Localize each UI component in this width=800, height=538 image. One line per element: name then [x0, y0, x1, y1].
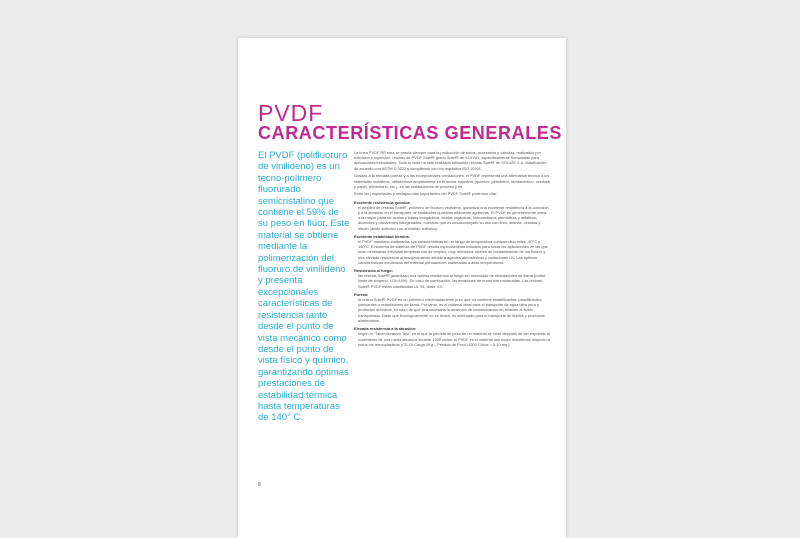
section-abrasion-resistance: [354, 326, 550, 347]
document-page: [238, 38, 566, 538]
section-body: la resina Solef® PVDF es un polímero extremadamente puro que no contiene estabilizantes, plastificantes, lubricantes o retardadores de llama. Por tanto, es el material ideal para el transporte de agua ultra pura y productos químicos, en caso de que sea necesaria la ausencia de contaminación en relación al fluido transportado. Dado que físiológicamente no es tóxico, es adecuado para el transporte de fluidos y productos alimentarios.: [358, 297, 545, 323]
intro-paragraph-3: Entre las propiedades y ventajas más importantes del PVDF Solef® podemos citar:: [354, 191, 498, 197]
section-body: el empleo de resinas Solef®, polímero de fluoruro vinilideno, garantiza una excelente resistencia a la corrosión y a la abrasión en el transporte de sustancias químicas altamente agresivas. El PVDF es generalmente inerte a la mayor parte de ácidos y bases inorgánicos, ácidos orgánicos, hidrocarburos aromáticos y alifáticos, alcoholes y disolventes halogenados, mientras que es desaconsejado su uso con flúor, aminas, cetonas y oleum (ácido sulfúrico con anhídrido sulfúrico).: [358, 204, 549, 231]
section-purity: [354, 292, 550, 323]
section-title: Excelente estabilidad térmica:: [354, 233, 410, 239]
section-title: Excelente resistencia química:: [354, 199, 411, 205]
section-title: Pureza:: [354, 291, 369, 297]
lead-paragraph: El PVDF (polifluoruro de vinilideno) es un tecno-polímero fluorurado semicristalino que contiene el 59% de su peso en flúor. Este material se obtiene mediante la polimerización del fluoruro de vinilideno y presenta excepcionales características de resistencia tanto desde el punto de vista mecánico como desde el punto de vista físico y químico, garantizando óptimas prestaciones de estabilidad térmica hasta temperaturas de 140° C.: [258, 150, 350, 424]
intro-paragraph-2: Gracias a la elevada pureza y a las excepcionales prestaciones, el PVDF representa una alternativa técnica a los materiales metálicos, utilizándose ampliamente en el sector industrial (químico, petrolífero, farmacéutico, celulosa y papel, alimentario, etc.), en las instalaciones de proceso y en.: [354, 173, 550, 189]
page-number: 8: [258, 482, 261, 488]
title-line-1: PVDF: [258, 100, 324, 126]
section-title: Resistencia al fuego:: [354, 268, 393, 274]
body-column: [354, 150, 550, 347]
title-line-2: CARACTERÍSTICAS GENERALES: [258, 123, 563, 143]
section-chemical-resistance: [354, 200, 550, 231]
section-title: Elevada resistencia a la abrasión:: [354, 326, 417, 332]
intro-paragraph-1: La línea PVDF RP ema se presta siempre para la producción de tubos, accesorios y válvulas, realizados por extrusión e inyección, resinas de PVDF Solef® grado Solef® de SOLVAY, específicamente formuladas para aplicaciones industriales. Toda la línea ha sido realizada utilizando resinas Solef® de SOLVAY S.A. clasificación de acuerdo con ASTM D 3222 y cumpliendo con los requisitos ISO 10931.: [354, 150, 547, 171]
section-body: las resinas Solef® garantizan una óptima resistencia al fuego sin necesidad de retardadores de llama (índice límite de oxígeno, LOI=44%). En caso de combustión, las emisiones de humo son moderadas. Las resinas Solef® PVDF están clasificadas UL 94, clase V-0.: [358, 273, 546, 289]
section-fire-resistance: [354, 268, 550, 289]
section-body: según el "Taber Abrasion Test" en el que la pérdida de peso de un material se mide después de ser expuesto al rozamiento de una rueda abrasiva durante 1000 ciclos, el PVDF es el material con mejor resistencia respecto a todos los termoplásticos (CS-10 Carga 1Kg – Pérdida de Peso /1000 Ciclos = 5-10 mg.).: [358, 331, 550, 347]
section-body: el PVDF mantiene inalteradas sus características en un rango de temperatura comprendido entre -40°C y 140°C. El sistema de tuberías de PVDF resulta especialmente indicado para todas las aplicaciones en las que sean necesarias elevadas temperaturas de empleo, muy reducidos niveles de contaminación de los fluidos y una elevada resistencia al envejecimiento debido a agentes atmosféricos y radiaciones UV. Las óptimas características mecánicas del material permanecen inalteradas a altas temperaturas.: [358, 239, 548, 265]
section-thermal-stability: [354, 234, 550, 265]
